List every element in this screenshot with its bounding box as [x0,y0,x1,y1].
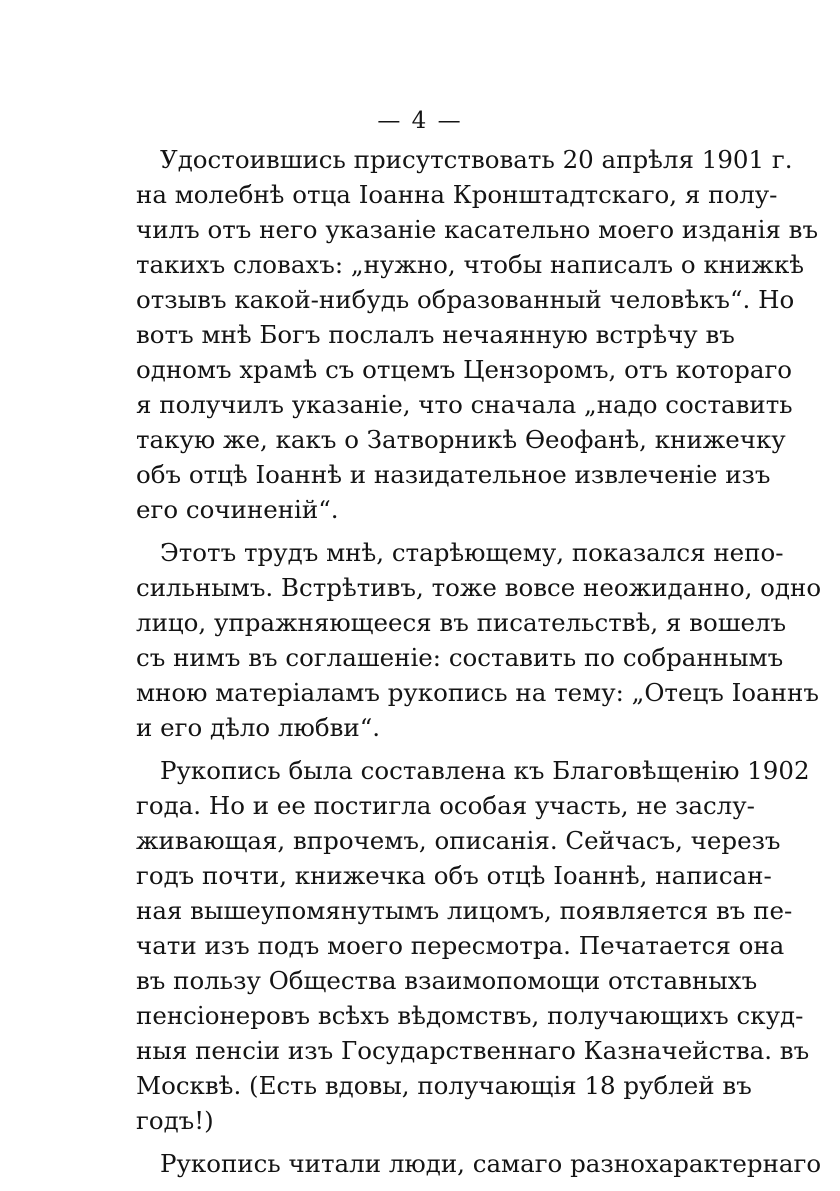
text-line: мною матеріаламъ рукопись на тему: „Отецъ Іоаннъ [136,678,819,707]
text-line: лицо, упражняющееся въ писательствѣ, я вошелъ [136,608,787,637]
text-line: живающая, впрочемъ, описанія. Сейчасъ, черезъ [136,826,781,855]
text-line: такихъ словахъ: „нужно, чтобы написалъ о книжкѣ [136,250,805,279]
text-line: на молебнѣ отца Іоанна Кронштадтскаго, я полу- [136,180,778,209]
text-line: вотъ мнѣ Богъ послалъ нечаянную встрѣчу въ [136,320,735,349]
text-line: одномъ храмѣ съ отцемъ Цензоромъ, отъ котораго [136,355,793,384]
text-line: ная вышеупомянутымъ лицомъ, появляется въ пе- [136,896,793,925]
text-line: чилъ отъ него указаніе касательно моего изданія въ [136,215,819,244]
text-line: съ нимъ въ соглашеніе: составить по собраннымъ [136,643,784,672]
text-line: чати изъ подъ моего пересмотра. Печатается она [136,931,785,960]
text-line: Этотъ трудъ мнѣ, старѣющему, показался непо- [160,538,784,567]
text-line: сильнымъ. Встрѣтивъ, тоже вовсе неожиданно, одно [136,573,822,602]
paragraph-4 [136,1146,822,1181]
text-line: Рукопись читали люди, самаго разнохарактернаго [160,1149,822,1178]
text-line: такую же, какъ о Затворникѣ Ѳеофанѣ, книжечку [136,425,786,454]
text-line: Рукопись была составлена къ Благовѣщенію 1902 [160,756,810,785]
text-line: Москвѣ. (Есть вдовы, получающія 18 рублей въ [136,1071,752,1100]
text-line: отзывъ какой-нибудь образованный человѣкъ“. Но [136,285,795,314]
text-line: я получилъ указаніе, что сначала „надо составить [136,390,793,419]
paragraph-2 [136,535,822,745]
text-line: въ пользу Общества взаимопомощи отставныхъ [136,966,758,995]
text-line: ныя пенсіи изъ Государственнаго Казначейства. въ [136,1036,810,1065]
text-line: Удостоившись присутствовать 20 апрѣля 1901 г. [160,145,793,174]
text-line: годъ!) [136,1106,214,1135]
text-line: и его дѣло любви“. [136,713,381,742]
text-line: объ отцѣ Іоаннѣ и назидательное извлеченіе изъ [136,460,771,489]
text-line: года. Но и ее постигла особая участь, не заслу- [136,791,755,820]
page-text-body [136,142,822,1189]
paragraph-1 [136,142,819,527]
page-number: — 4 — [377,108,463,134]
text-line: пенсіонеровъ всѣхъ вѣдомствъ, получающихъ скуд- [136,1001,804,1030]
text-line: годъ почти, книжечка объ отцѣ Іоаннѣ, написан- [136,861,772,890]
text-line: его сочиненій“. [136,495,339,524]
paragraph-3 [136,753,810,1138]
